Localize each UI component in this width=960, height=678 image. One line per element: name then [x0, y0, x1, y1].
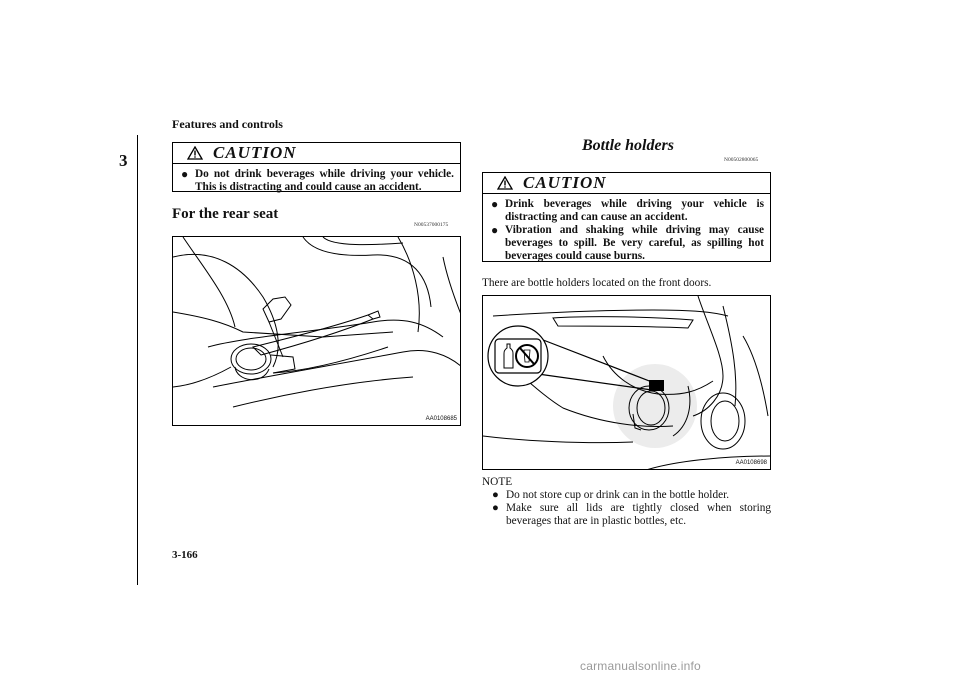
body-text: There are bottle holders located on the front doors. — [482, 277, 712, 289]
note-item — [492, 502, 771, 528]
bullet-icon: ● — [181, 167, 189, 181]
caution-label: CAUTION — [523, 173, 607, 192]
note-text: Make sure all lids are tightly closed when storing beverages that are in plastic bottles, etc. — [506, 502, 771, 527]
figure-id: AA0108685 — [425, 416, 457, 422]
note-text: Do not store cup or drink can in the bottle holder. — [506, 489, 730, 501]
caution-header — [483, 173, 770, 194]
warning-triangle-icon — [497, 176, 513, 190]
front-door-illustration — [483, 296, 771, 470]
section-code: N00502800065 — [724, 157, 759, 163]
note-item — [492, 489, 771, 502]
caution-text: Drink beverages while driving your vehicle is distracting and can cause an accident. — [505, 198, 764, 223]
figure-id: AA0108698 — [735, 460, 767, 466]
section-code: N00537000175 — [414, 222, 449, 228]
caution-label: CAUTION — [213, 143, 297, 162]
note-label: NOTE — [482, 476, 513, 488]
section-title-bottle-holders: Bottle holders — [582, 137, 675, 154]
bullet-icon: ● — [492, 489, 499, 501]
bullet-icon: ● — [492, 502, 499, 514]
rear-seat-illustration — [173, 237, 461, 426]
chapter-divider — [137, 135, 138, 585]
caution-box-right — [482, 172, 771, 262]
note-list — [492, 489, 771, 528]
caution-box-left — [172, 142, 461, 192]
warning-triangle-icon — [187, 146, 203, 160]
caution-item — [181, 168, 454, 194]
bullet-icon: ● — [491, 197, 499, 211]
caution-item — [491, 224, 764, 263]
caution-text: Vibration and shaking while driving may cause beverages to spill. Be very careful, as spilling hot beverages could cause burns. — [505, 224, 764, 262]
caution-header — [173, 143, 460, 164]
section-title-rear-seat: For the rear seat — [172, 206, 279, 222]
rear-seat-cup-holder-figure — [172, 236, 461, 426]
watermark: carmanualsonline.info — [580, 659, 701, 673]
page-number: 3-166 — [172, 549, 198, 561]
caution-item — [491, 198, 764, 224]
caution-text: Do not drink beverages while driving your vehicle. This is distracting and could cause an accident. — [195, 168, 454, 193]
running-header: Features and controls — [172, 117, 283, 131]
no-bottle-icon — [495, 339, 541, 373]
bottle-holder-figure — [482, 295, 771, 470]
bullet-icon: ● — [491, 223, 499, 237]
chapter-number: 3 — [119, 151, 128, 170]
